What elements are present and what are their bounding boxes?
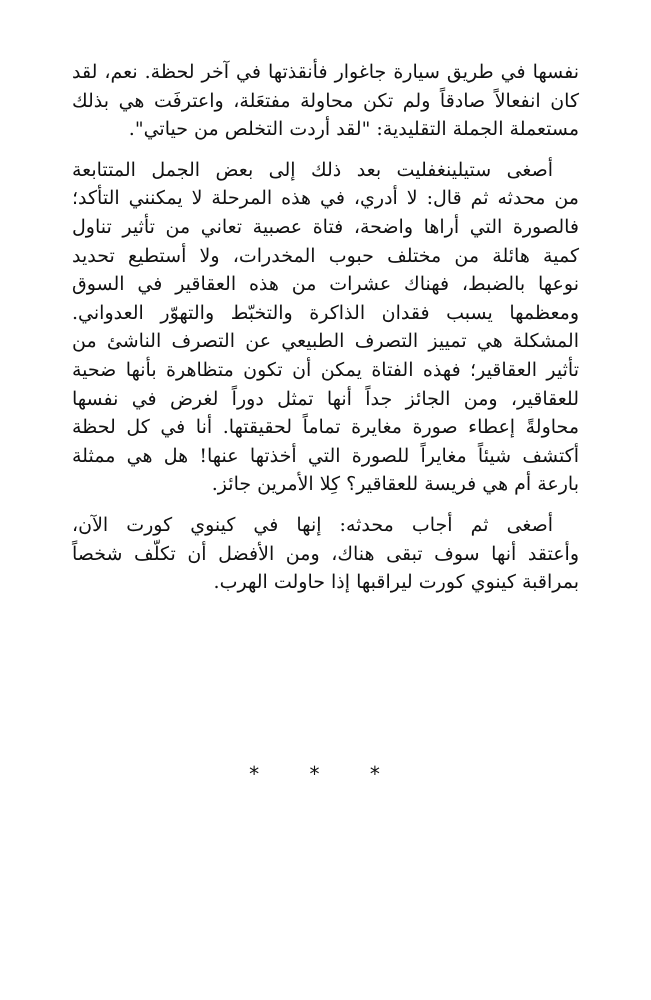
- body-text: [72, 58, 579, 597]
- text-line: أصغى ثم أجاب محدثه: إنها في كينوي كورت الآن،: [72, 513, 553, 536]
- text-line: نوعها بالضبط، فهناك عشرات من هذه العقاقير في السوق: [72, 273, 579, 296]
- text-line: فالصورة التي أراها واضحة، فتاة عصبية تعاني من تأثير تناول: [72, 215, 579, 238]
- paragraph-2: [72, 156, 579, 499]
- text-line: بارعة أم هي فريسة للعقاقير؟ كِلا الأمرين جائز.: [211, 473, 579, 496]
- text-line: وأعتقد أنها سوف تبقى هناك، ومن الأفضل أن تكلّف شخصاً: [72, 542, 579, 565]
- text-line: ومعظمها يسبب فقدان الذاكرة والتخبّط والتهوّر العدواني.: [72, 301, 579, 324]
- text-line: المشكلة هي تمييز التصرف الطبيعي عن التصرف الناشئ من: [72, 330, 579, 353]
- text-line: بمراقبة كينوي كورت ليراقبها إذا حاولت الهرب.: [213, 571, 579, 594]
- text-line: أصغى ستيلينغفليت بعد ذلك إلى بعض الجمل المتتابعة: [72, 158, 553, 181]
- text-line: أكتشف شيئاً مغايراً للصورة التي أخذتها عنها! هل هي ممثلة: [72, 444, 579, 467]
- paragraph-1: [72, 58, 579, 144]
- text-line: تأثير العقاقير؛ فهذه الفتاة يمكن أن تكون متظاهرة بأنها ضحية: [72, 358, 579, 381]
- text-line: من محدثه ثم قال: لا أدري، في هذه المرحلة لا يمكنني التأكد؛: [72, 187, 579, 210]
- text-line: كمية هائلة من مختلف حبوب المخدرات، ولا أستطيع تحديد: [72, 244, 579, 267]
- text-line: كان انفعالاً صادقاً ولم تكن محاولة مفتعَلة، واعترفَت هي بذلك: [72, 89, 579, 112]
- section-separator: * * *: [249, 762, 402, 786]
- text-line: محاولةً إعطاء صورة مغايرة تماماً لحقيقتها. أنا في كل لحظة: [72, 416, 579, 439]
- paragraph-3: [72, 511, 579, 597]
- text-line: للعقاقير، ومن الجائز جداً أنها تمثل دوراً لغرض في نفسها: [72, 387, 579, 410]
- text-line: مستعملة الجملة التقليدية: "لقد أردت التخلص من حياتي".: [128, 118, 579, 141]
- text-line: نفسها في طريق سيارة جاغوار فأنقذتها في آخر لحظة. نعم، لقد: [72, 61, 579, 83]
